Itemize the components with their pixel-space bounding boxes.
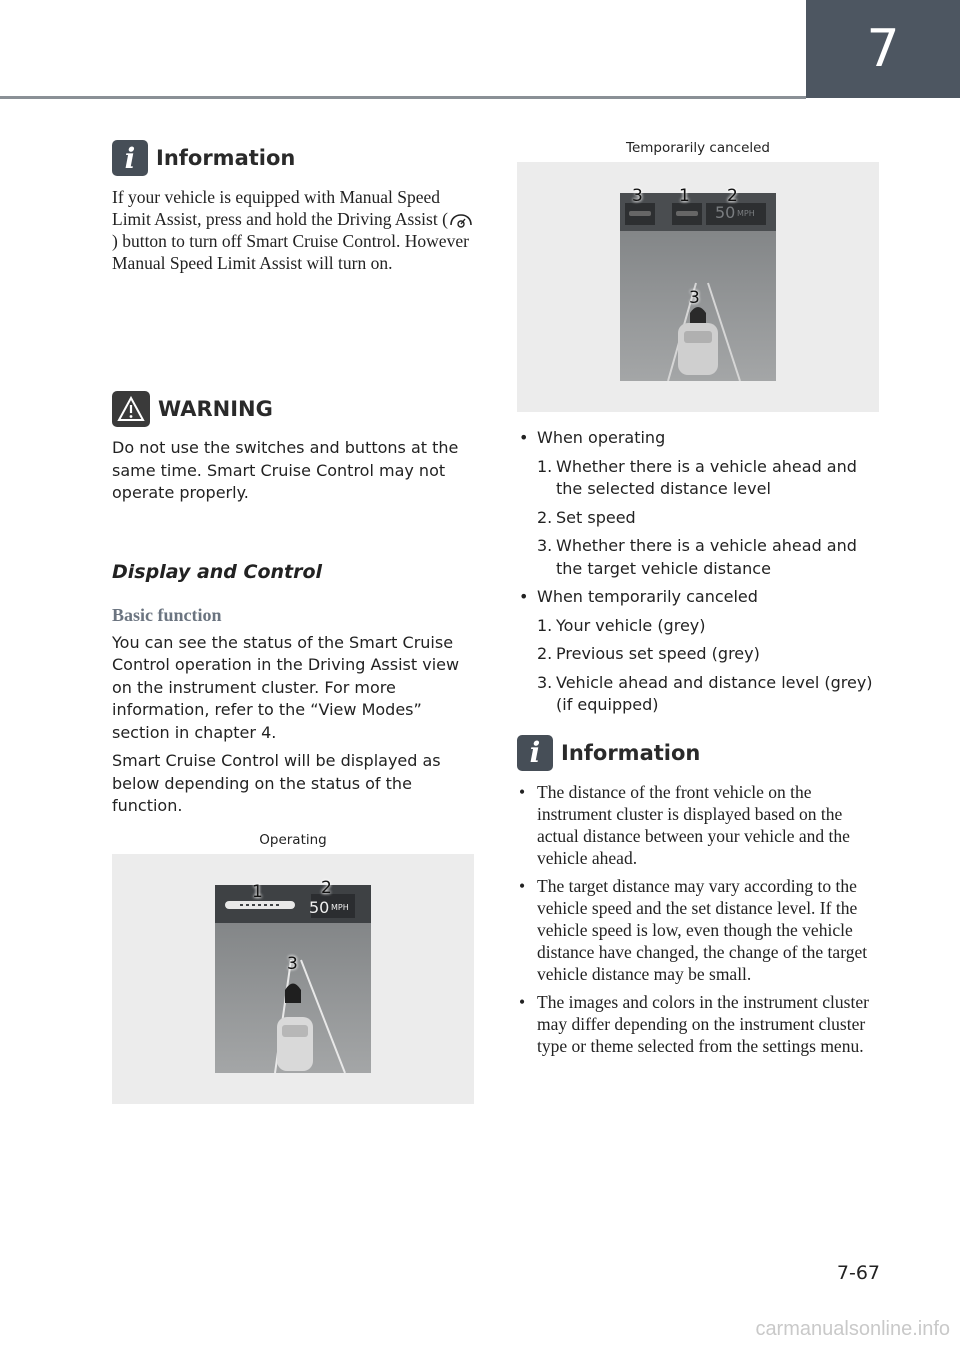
left-column [112,140,474,1104]
callout-3-vehicle: 3 [689,288,700,308]
list-label: When temporarily canceled [537,587,758,606]
sublist [537,456,879,581]
cluster-graphic [215,885,371,1073]
list-label: When operating [537,428,666,447]
notice-header [112,140,474,176]
warning-text: Do not use the switches and buttons at the same time. Smart Cruise Control may not operate properly. [112,438,459,502]
info-bullet: • The target distance may vary according to the vehicle speed and the set distance level. If the vehicle speed is low, even though the vehicle distance have changed, the change of the target vehicle distance may be small. [517,875,879,985]
notice-text-before: If your vehicle is equipped with Manual Speed Limit Assist, press and hold the Driving Assist ( [112,187,448,229]
header-rule [0,96,806,99]
figure-caption-operating: Operating [259,831,327,848]
page-number: 7-67 [836,1262,880,1284]
notice-text-after: ) button to turn off Smart Cruise Control. However Manual Speed Limit Assist will turn on. [112,231,469,273]
section-title: Display and Control [112,560,323,583]
watermark: carmanualsonline.info [755,1318,950,1340]
sublist-item: 2. Set speed [537,507,636,527]
right-column [517,140,879,1063]
notice-text [112,186,474,296]
sublist-item: 3. Whether there is a vehicle ahead and the target vehicle distance [537,536,857,578]
figure-caption-canceled: Temporarily canceled [626,140,770,156]
figure-canceled [517,162,879,412]
warning-notice [112,391,474,505]
notice-header [517,735,879,771]
callout-1: 1 [252,881,263,902]
speed-unit-canceled: MPH [737,209,755,218]
list-item-canceled [517,586,879,717]
notice-title: Information [561,740,701,765]
chapter-tab [806,0,960,98]
callout-2-top: 2 [727,186,738,206]
chapter-number: 7 [866,19,900,79]
cluster-graphic-canceled [620,193,776,381]
sublist-item: 3. Vehicle ahead and distance level (grey) (if equipped) [537,672,873,714]
warning-title: WARNING [158,397,273,421]
information-notice-2 [517,735,879,1057]
info-bullets [517,781,879,1057]
warning-header [112,391,474,427]
paragraph-status: You can see the status of the Smart Cruise Control operation in the Driving Assist view on the instrument cluster. For more information, refer to the “View Modes” section in chapter 4. [112,632,460,742]
cluster-screen-canceled [620,193,776,381]
sublist-item: 2. Previous set speed (grey) [537,644,760,663]
speed-value: 50 [309,897,330,917]
speed-unit: MPH [331,902,349,912]
notice-title: Information [156,146,296,170]
information-notice [112,140,474,296]
sublist-item: 1. Whether there is a vehicle ahead and the selected distance level [537,456,857,498]
info-icon: i [517,735,553,771]
paragraph-display: Smart Cruise Control will be displayed as below depending on the status of the function. [112,751,441,815]
subsection-title: Basic function [112,604,222,625]
callout-1-top: 1 [679,186,690,206]
info-bullet: • The distance of the front vehicle on the instrument cluster is displayed based on the actual distance between your vehicle and the vehicle ahead. [517,781,879,869]
cluster-screen [215,885,371,1073]
info-bullet: • The images and colors in the instrument cluster may differ depending on the instrument cluster type or theme selected from the settings menu. [517,991,879,1057]
callout-3: 3 [287,953,298,974]
callout-2: 2 [321,877,332,898]
warning-triangle-icon [112,391,150,427]
sublist-item: 1. Your vehicle (grey) [537,615,706,635]
info-icon: i [112,140,148,176]
list-item-operating [517,427,879,580]
figure-operating [112,854,474,1104]
status-list [517,427,879,717]
driving-assist-icon [448,212,474,228]
speed-value-canceled: 50 [715,203,736,222]
callout-3-top: 3 [632,186,643,206]
sublist [537,615,879,717]
